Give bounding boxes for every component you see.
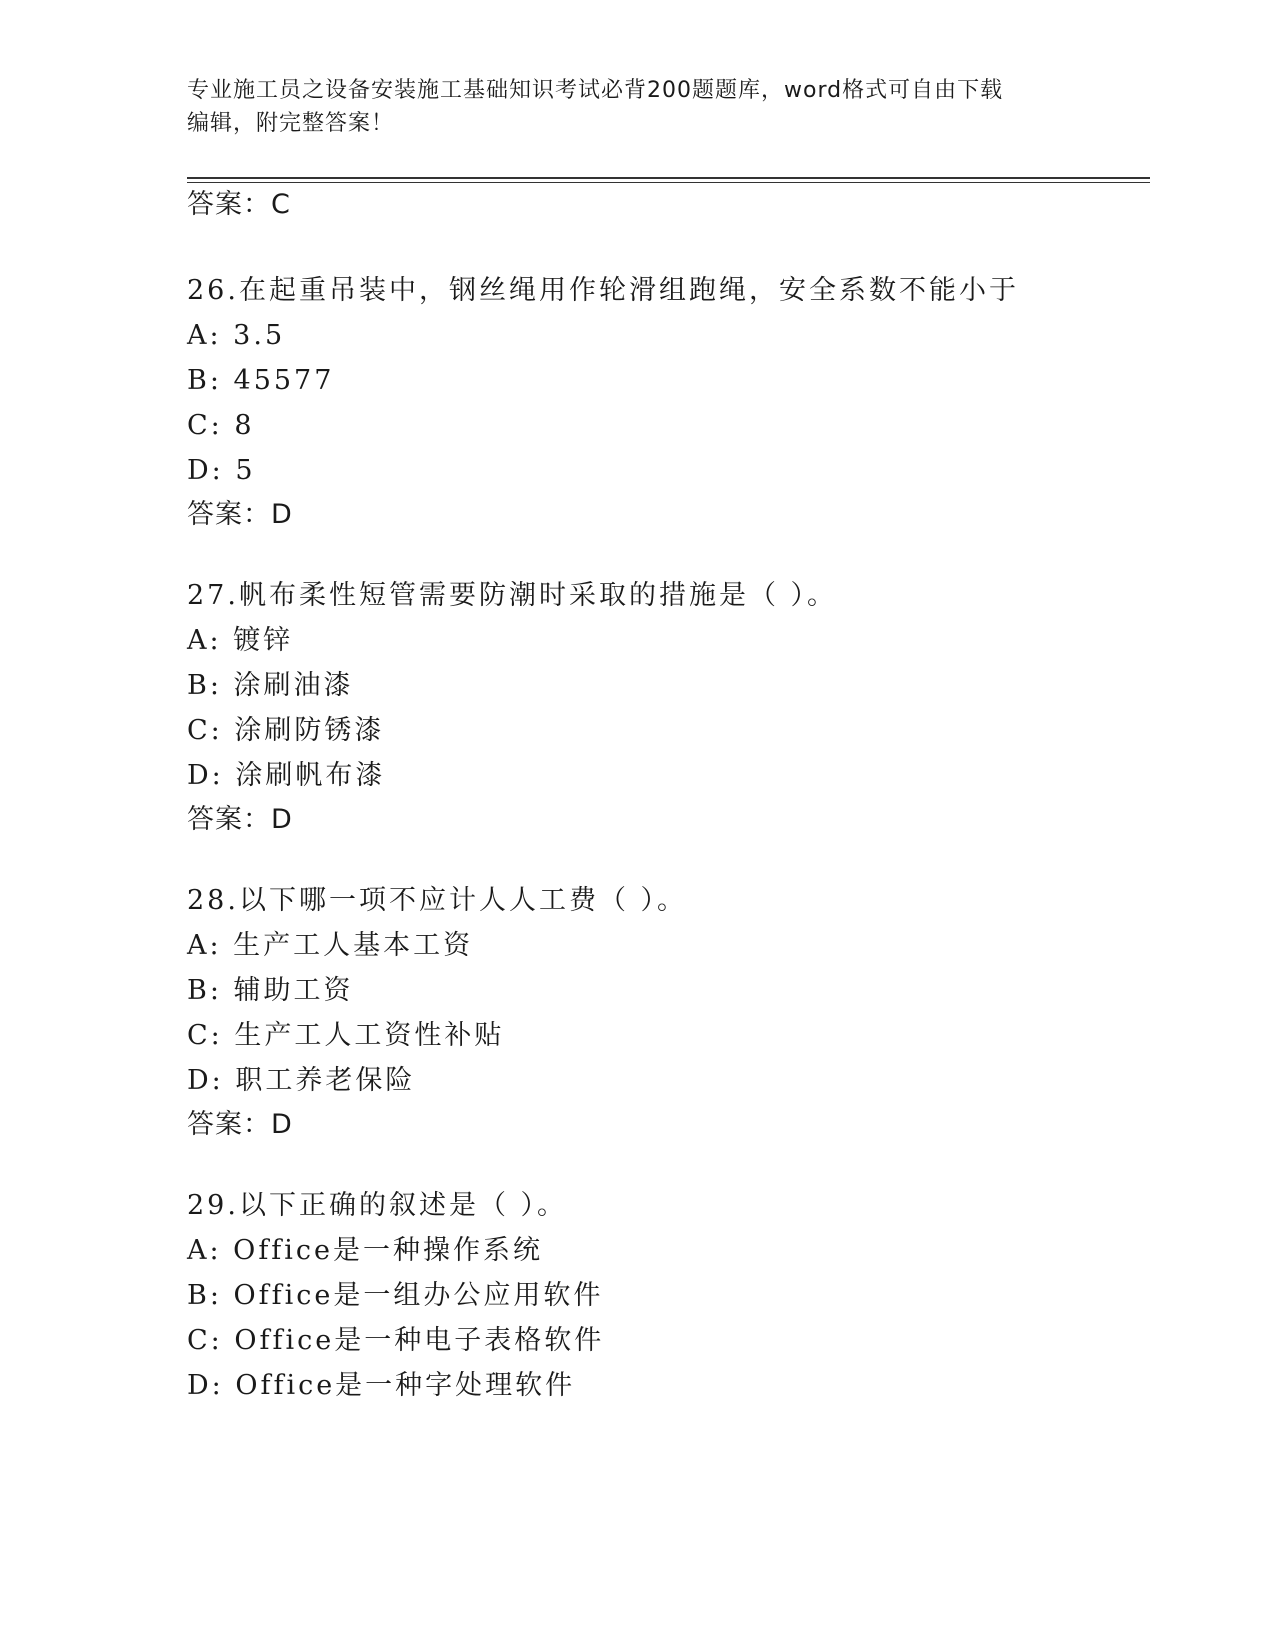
- answer-line: 答案：D: [187, 1109, 293, 1140]
- option-b: B: 辅助工资: [187, 975, 354, 1006]
- option-d: D: 5: [187, 455, 256, 486]
- question-block-27: [187, 578, 1147, 838]
- option-d: D: Office是一种字处理软件: [187, 1370, 576, 1401]
- question-stem: 27.帆布柔性短管需要防潮时采取的措施是（ ）。: [187, 580, 838, 611]
- header-divider-thick: [187, 177, 1150, 179]
- question-block-28: [187, 883, 1147, 1143]
- option-a: A: 镀锌: [187, 625, 294, 656]
- option-a: A: 生产工人基本工资: [187, 930, 474, 961]
- answer-line: 答案：D: [187, 499, 293, 530]
- question-stem: 29.以下正确的叙述是（ ）。: [187, 1190, 568, 1221]
- document-header: [187, 74, 1067, 140]
- option-b: B: Office是一组办公应用软件: [187, 1280, 604, 1311]
- option-c: C: Office是一种电子表格软件: [187, 1325, 605, 1356]
- header-line-1: 专业施工员之设备安装施工基础知识考试必背200题题库，word格式可自由下载: [187, 78, 1004, 103]
- header-divider-thin: [187, 182, 1150, 183]
- option-b: B: 涂刷油漆: [187, 670, 354, 701]
- option-c: C: 8: [187, 410, 255, 441]
- option-b: B: 45577: [187, 365, 335, 396]
- option-c: C: 生产工人工资性补贴: [187, 1020, 505, 1051]
- option-a: A: 3.5: [187, 320, 286, 351]
- question-block-29: [187, 1188, 1147, 1404]
- question-stem: 26.在起重吊装中，钢丝绳用作轮滑组跑绳，安全系数不能小于: [187, 275, 1019, 306]
- header-line-2: 编辑，附完整答案！: [187, 111, 395, 136]
- answer-line: 答案：C: [187, 189, 291, 220]
- answer-line: 答案：D: [187, 804, 293, 835]
- option-c: C: 涂刷防锈漆: [187, 715, 385, 746]
- question-block-26: [187, 273, 1147, 533]
- option-a: A: Office是一种操作系统: [187, 1235, 544, 1266]
- option-d: D: 职工养老保险: [187, 1065, 416, 1096]
- option-d: D: 涂刷帆布漆: [187, 760, 386, 791]
- question-stem: 28.以下哪一项不应计人人工费（ ）。: [187, 885, 688, 916]
